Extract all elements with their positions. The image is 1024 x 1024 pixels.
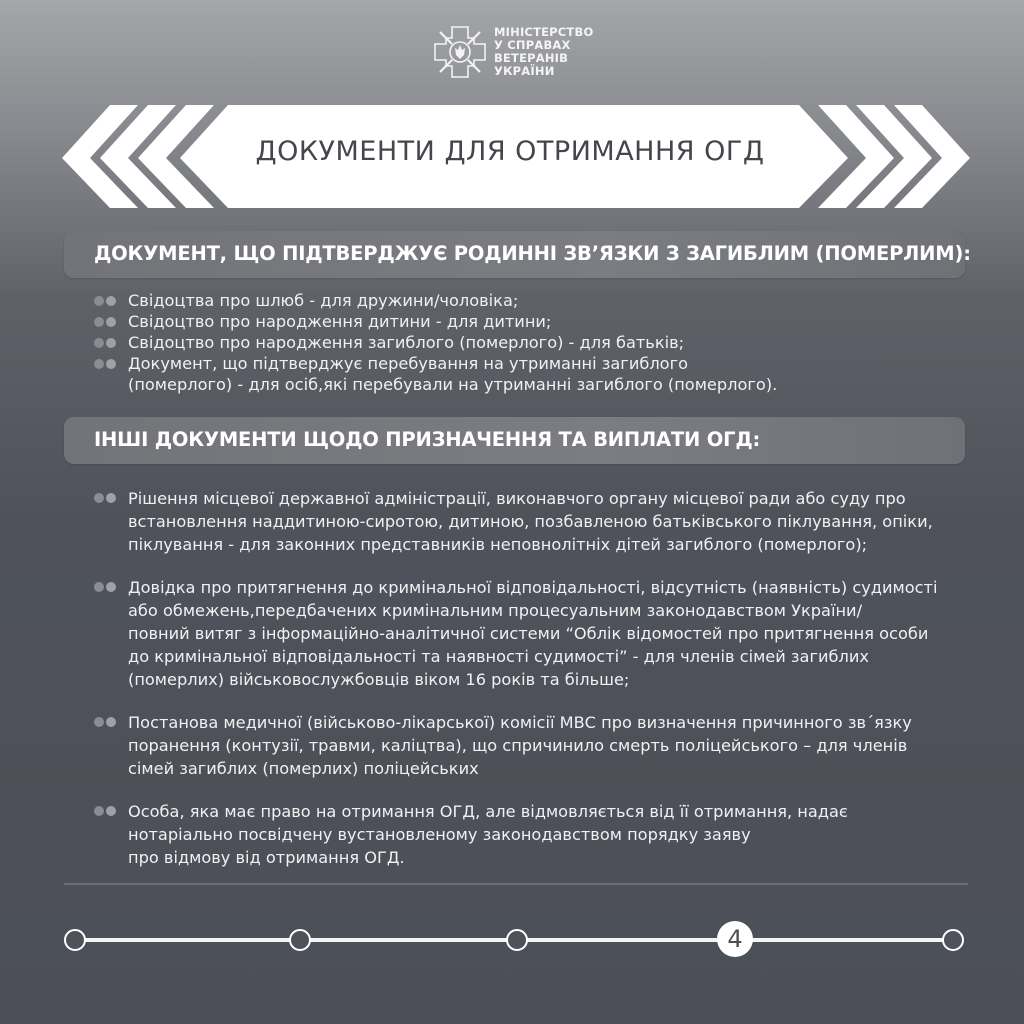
bullet-icon bbox=[94, 317, 116, 327]
title-banner bbox=[0, 100, 1024, 210]
list-item: Довідка про притягнення до кримінальної відповідальності, відсутність (наявність) судимості або обмежень,передбачених кримінальним процесуальним законодавством України/ повний витяг з інформаційно-аналітичної системи “Облік відомостей про притягнення особи до кримінальної відповідальності та наявності судимості” - для членів сімей загиблих (померлих) військовослужбовців віком 16 років та більше; bbox=[94, 576, 937, 691]
bullet-icon bbox=[94, 493, 116, 503]
page-dot-1[interactable] bbox=[64, 929, 86, 951]
bullet-icon bbox=[94, 296, 116, 306]
bullet-icon bbox=[94, 338, 116, 348]
list-item: Свідоцтво про народження загиблого (померлого) - для батьків; bbox=[94, 332, 777, 353]
page-dot-current[interactable]: 4 bbox=[717, 921, 753, 957]
list-item: Особа, яка має право на отримання ОГД, але відмовляється від її отримання, надає нотаріально посвідчену вустановленому законодавством порядку заяву про відмову від отримання ОГД. bbox=[94, 800, 937, 869]
section-title: ІНШІ ДОКУМЕНТИ ЩОДО ПРИЗНАЧЕННЯ ТА ВИПЛАТИ ОГД: bbox=[94, 428, 761, 451]
page-title: ДОКУМЕНТИ ДЛЯ ОТРИМАННЯ ОГД bbox=[255, 136, 765, 167]
ministry-emblem-icon bbox=[432, 24, 488, 80]
ministry-logo bbox=[432, 24, 593, 80]
list-item: Постанова медичної (військово-лікарської) комісії МВС про визначення причинного зв´язку поранення (контузії, травми, каліцтва), що спричинило смерть поліцейського – для членів сімей загиблих (померлих) поліцейських bbox=[94, 711, 937, 780]
page-dot-3[interactable] bbox=[506, 929, 528, 951]
section-title: ДОКУМЕНТ, ЩО ПІДТВЕРДЖУЄ РОДИННІ ЗВ’ЯЗКИ З ЗАГИБЛИМ (ПОМЕРЛИМ): bbox=[94, 242, 971, 265]
other-documents-list bbox=[94, 487, 937, 889]
page-indicator bbox=[0, 915, 1024, 965]
family-ties-documents-list bbox=[94, 290, 777, 395]
section-header-family-ties bbox=[64, 231, 971, 278]
list-item: Рішення місцевої державної адміністрації, виконавчого органу місцевої ради або суду про встановлення наддитиною-сиротою, дитиною, позбавленою батьківського піклування, опіки, піклування - для законних представників неповнолітніх дітей загиблого (померлого); bbox=[94, 487, 937, 556]
page-dot-5[interactable] bbox=[942, 929, 964, 951]
ministry-name-line: ВЕТЕРАНІВ bbox=[494, 51, 569, 65]
bullet-icon bbox=[94, 717, 116, 727]
ministry-name-line: МІНІСТЕРСТВО bbox=[494, 25, 594, 39]
section-header-other-documents bbox=[64, 417, 965, 464]
ministry-name bbox=[494, 26, 593, 78]
ministry-name-line: УКРАЇНИ bbox=[494, 64, 555, 78]
bullet-icon bbox=[94, 582, 116, 592]
divider bbox=[64, 883, 968, 885]
page-dot-2[interactable] bbox=[289, 929, 311, 951]
list-item: Свідоцтва про шлюб - для дружини/чоловіка; bbox=[94, 290, 777, 311]
list-item: Документ, що підтверджує перебування на утриманні загиблого (померлого) - для осіб,які перебували на утриманні загиблого (померлого). bbox=[94, 353, 777, 395]
bullet-icon bbox=[94, 806, 116, 816]
ministry-name-line: У СПРАВАХ bbox=[494, 38, 571, 52]
bullet-icon bbox=[94, 359, 116, 369]
list-item: Свідоцтво про народження дитини - для дитини; bbox=[94, 311, 777, 332]
